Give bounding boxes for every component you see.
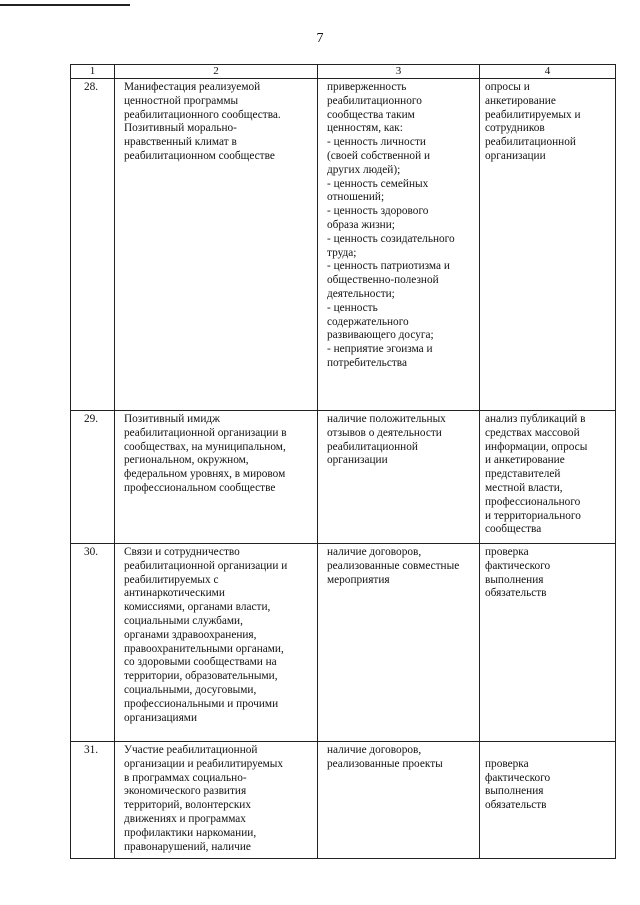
cell-text-line: ценностям, как: [327, 122, 403, 135]
cell-text-line: Позитивный морально- [124, 122, 237, 135]
cell-text-line: правоохранительными органами, [124, 642, 284, 655]
cell-text-line: опросы и [485, 81, 530, 93]
cell-text-line: местной власти, [485, 481, 563, 494]
cell-text-line: территорий, волонтерских [124, 799, 252, 812]
cell-text-line: реализованные совместные [327, 559, 460, 572]
cell-text-line: общественно-полезной [327, 274, 439, 287]
cell-text-line: сообществах, на муниципальном, [124, 440, 286, 453]
cell-text-line: - неприятие эгоизма и [327, 343, 433, 356]
cell-text-line: реабилитационной организации в [124, 426, 287, 439]
indicator-cell [115, 79, 318, 411]
cell-text-line: реабилитационного [327, 94, 422, 107]
cell-text-line: выполнения [485, 785, 544, 798]
cell-text-line: - ценность [327, 301, 378, 314]
method-cell [480, 79, 616, 411]
cell-text-line: реабилитационном сообществе [124, 149, 275, 162]
cell-text-line: наличие положительных [327, 413, 446, 425]
cell-text-line: федеральном уровнях, в мировом [124, 468, 286, 481]
cell-text-line: правонарушений, наличие [124, 840, 251, 853]
criteria-table [70, 64, 616, 859]
indicator-cell [115, 411, 318, 544]
cell-text-line: социальными, досуговыми, [124, 683, 257, 696]
cell-text-line: отзывов о деятельности [327, 426, 442, 439]
row-number: 29. [71, 411, 115, 544]
cell-text-line: организации [485, 149, 546, 162]
cell-text-line: - ценность созидательного [327, 232, 455, 245]
cell-text-line: Позитивный имидж [124, 413, 220, 425]
indicator-cell [115, 544, 318, 742]
cell-text-line: антинаркотическими [124, 587, 225, 600]
method-cell [480, 411, 616, 544]
cell-text-line: - ценность семейных [327, 177, 429, 190]
criterion-cell [318, 411, 480, 544]
cell-text-line: - ценность патриотизма и [327, 260, 450, 273]
cell-text-line: проверка [485, 757, 529, 770]
cell-text-line: реабилитационной [327, 440, 418, 453]
cell-text-line: выполнения [485, 573, 544, 586]
cell-text-line: информации, опросы [485, 440, 588, 453]
cell-text-line: нравственный климат в [124, 136, 237, 149]
cell-text-line: отношений; [327, 191, 385, 204]
cell-text-line: движениях и программах [124, 812, 246, 825]
cell-text-line: в программах социально- [124, 771, 247, 784]
cell-text-line: обязательств [485, 587, 547, 600]
cell-text-line: средствах массовой [485, 426, 580, 439]
cell-text-line: территории, образовательными, [124, 670, 278, 683]
page-number: 7 [316, 31, 324, 46]
cell-text-line: профилактики наркомании, [124, 826, 257, 839]
cell-text-line: (своей собственной и [327, 149, 431, 162]
cell-text-line: реабилитационного сообщества. [124, 108, 281, 121]
indicator-cell [115, 742, 318, 859]
column-header-2: 2 [115, 65, 318, 79]
row-number: 28. [71, 79, 115, 411]
cell-text-line: приверженность [327, 81, 407, 93]
table-row [71, 742, 616, 859]
table-row [71, 411, 616, 544]
cell-text-line: Участие реабилитационной [124, 744, 258, 756]
column-header-4: 4 [480, 65, 616, 79]
criterion-cell [318, 79, 480, 411]
cell-text-line: реализованные проекты [327, 757, 443, 770]
cell-text-line: анкетирование [485, 94, 556, 107]
cell-text-line: потребительства [327, 356, 407, 369]
cell-text-line: Манифестация реализуемой [124, 81, 261, 93]
cell-text-line: Связи и сотрудничество [124, 546, 240, 558]
column-header-3: 3 [318, 65, 480, 79]
cell-text-line: организации [327, 454, 388, 467]
cell-text-line: организации и реабилитируемых [124, 757, 284, 770]
cell-text-line: фактического [485, 771, 551, 784]
cell-text-line: фактического [485, 559, 551, 572]
cell-text-line: мероприятия [327, 573, 390, 586]
cell-text-line: и территориального [485, 509, 581, 522]
cell-text-line: и анкетирование [485, 454, 565, 467]
table-row [71, 544, 616, 742]
cell-text-line: наличие договоров, [327, 744, 422, 756]
cell-text-line: органами здравоохранения, [124, 628, 257, 641]
cell-text-line: развивающего досуга; [327, 329, 434, 342]
cell-text-line: сообщества [485, 523, 542, 536]
column-header-1: 1 [71, 65, 115, 79]
cell-text-line: комиссиями, органами власти, [124, 601, 271, 614]
cell-text-line: анализ публикаций в [485, 413, 586, 425]
cell-text-line: социальными службами, [124, 614, 243, 627]
table-row [71, 79, 616, 411]
cell-text-line: организациями [124, 711, 197, 724]
cell-text-line [485, 744, 611, 758]
method-cell [480, 544, 616, 742]
criterion-cell [318, 742, 480, 859]
cell-text-line: сообщества таким [327, 108, 415, 121]
cell-text-line: труда; [327, 246, 357, 259]
cell-text-line: реабилитируемых и [485, 108, 581, 121]
cell-text-line: - ценность здорового [327, 205, 429, 218]
cell-text-line: содержательного [327, 315, 409, 328]
table-header-row [71, 65, 616, 79]
cell-text-line: реабилитационной [485, 136, 576, 149]
cell-text-line: - ценность личности [327, 136, 426, 149]
criterion-cell [318, 544, 480, 742]
cell-text-line: профессиональными и прочими [124, 697, 279, 710]
top-rule [0, 4, 130, 6]
cell-text-line: наличие договоров, [327, 546, 422, 558]
cell-text-line: экономического развития [124, 785, 247, 798]
cell-text-line: со здоровыми сообществами на [124, 656, 277, 669]
cell-text-line: профессионального [485, 495, 581, 508]
row-number: 31. [71, 742, 115, 859]
cell-text-line: других людей); [327, 163, 401, 176]
cell-text-line: реабилитируемых с [124, 573, 219, 586]
cell-text-line: реабилитационной организации и [124, 559, 288, 572]
method-cell [480, 742, 616, 859]
row-number: 30. [71, 544, 115, 742]
cell-text-line: региональном, окружном, [124, 454, 249, 467]
cell-text-line: профессиональном сообществе [124, 481, 276, 494]
cell-text-line: проверка [485, 546, 529, 558]
cell-text-line: образа жизни; [327, 218, 395, 231]
cell-text-line: сотрудников [485, 122, 545, 135]
cell-text-line: ценностной программы [124, 94, 239, 107]
cell-text-line: представителей [485, 468, 561, 481]
cell-text-line: обязательств [485, 799, 547, 812]
cell-text-line: деятельности; [327, 287, 395, 300]
